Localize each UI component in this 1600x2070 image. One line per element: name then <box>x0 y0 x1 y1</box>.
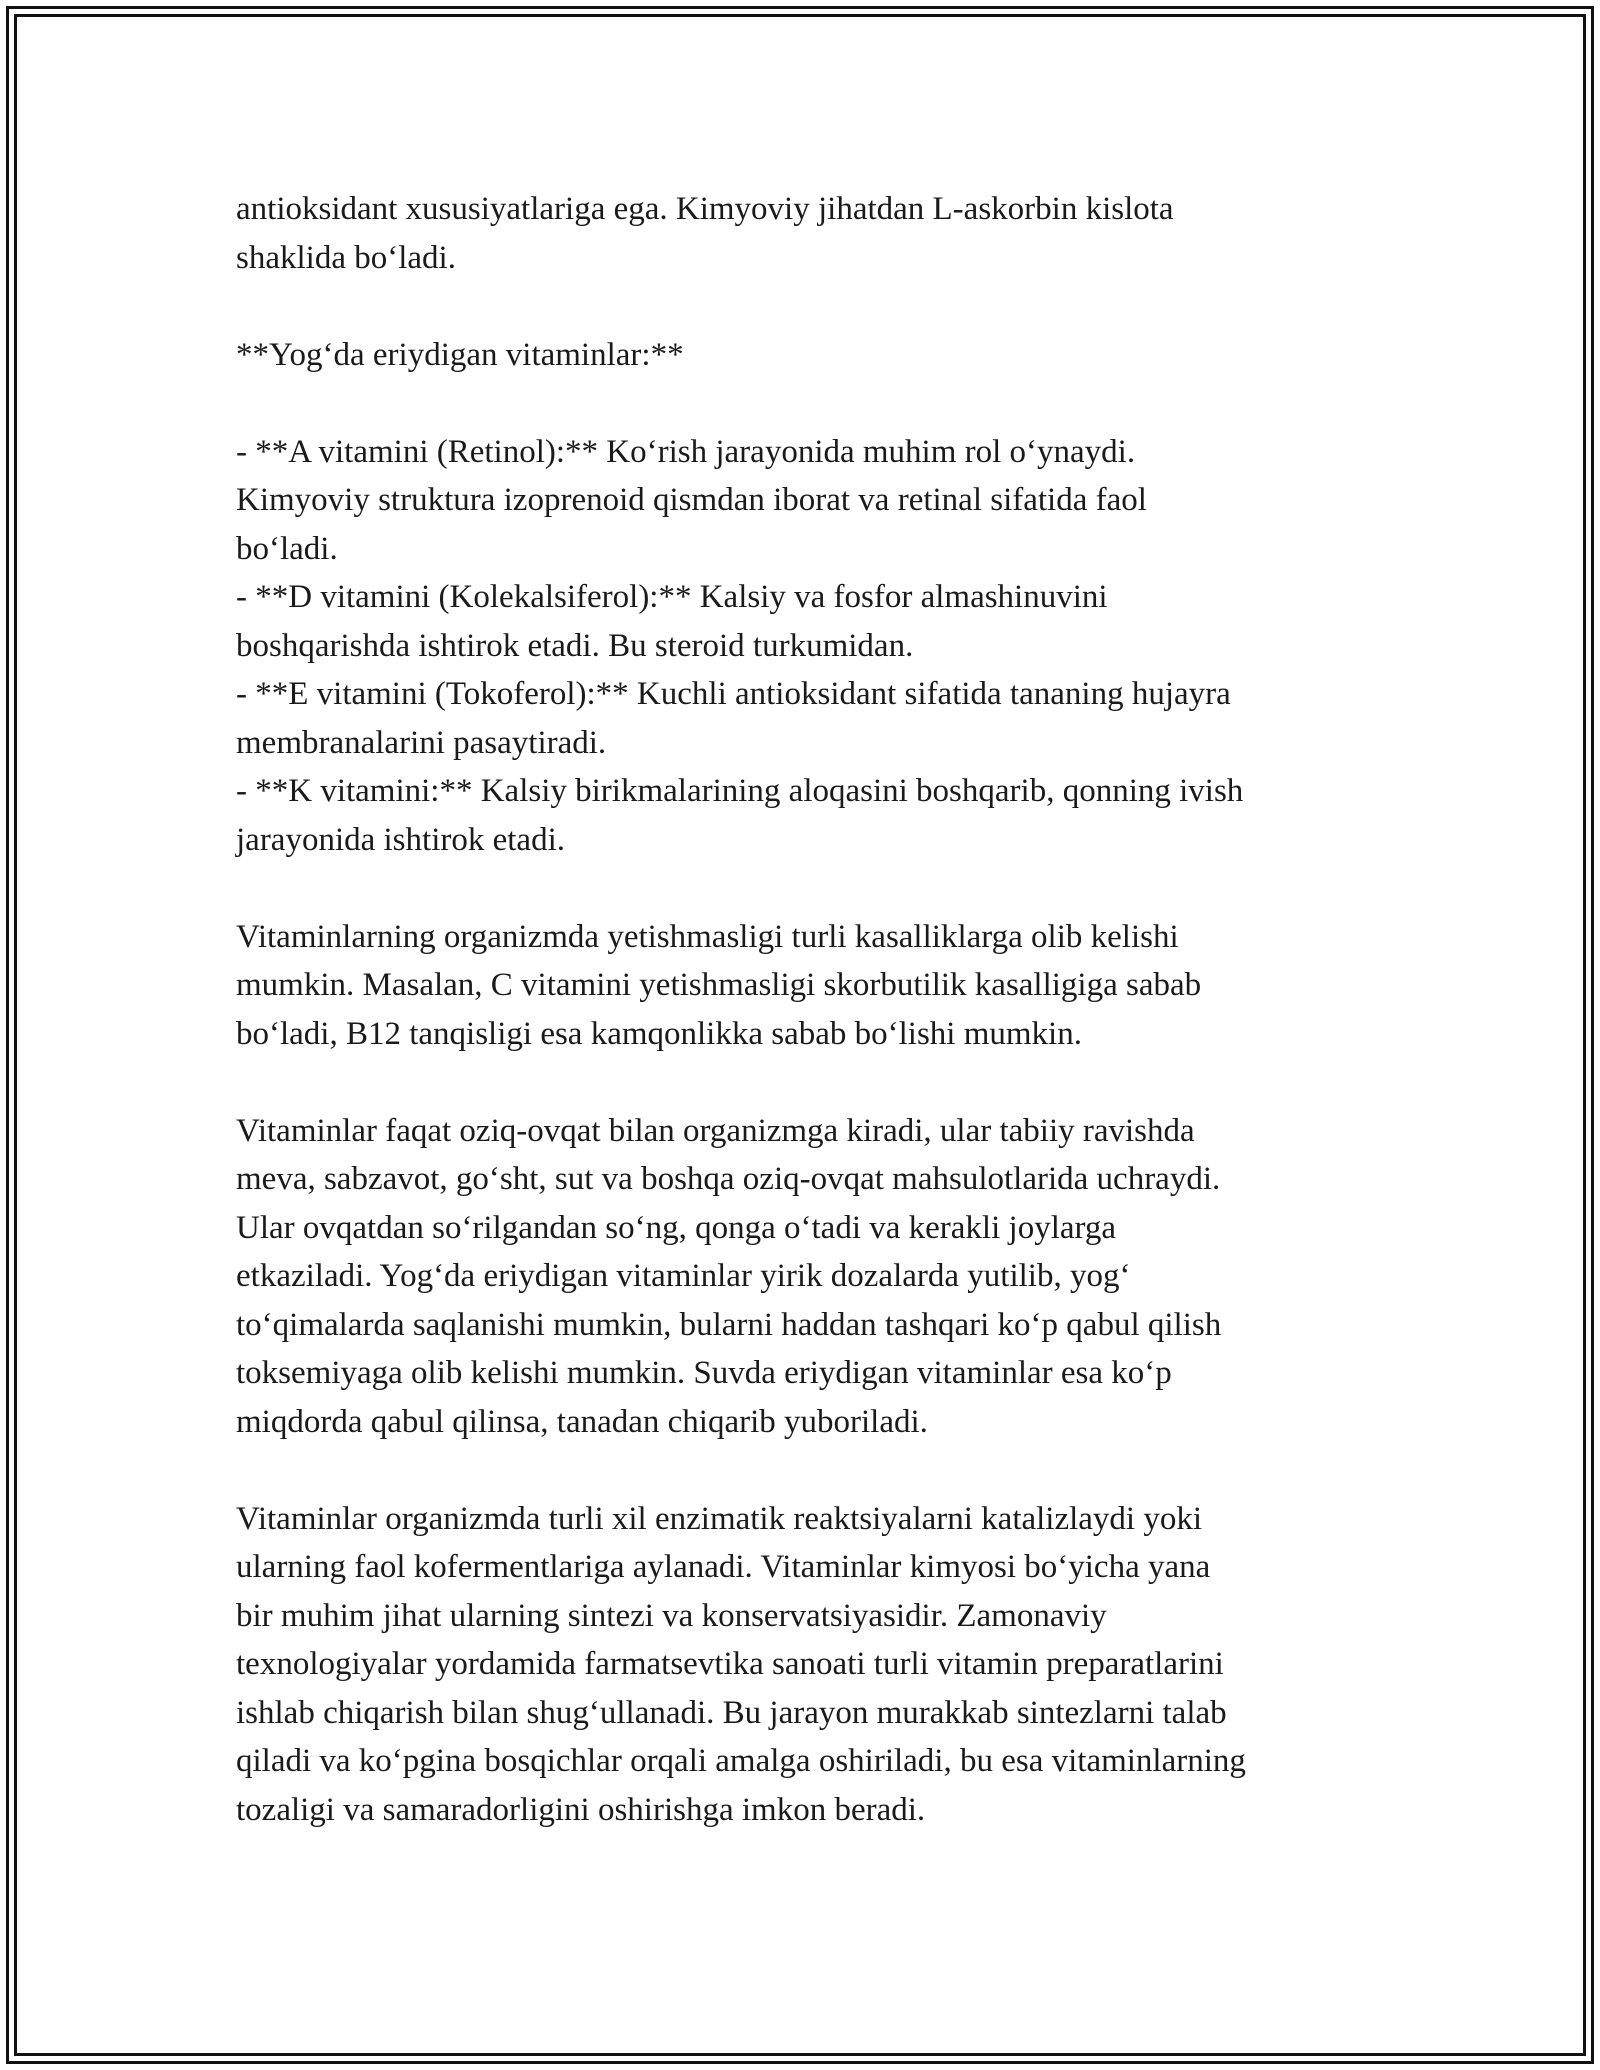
list-item-vitamin-d: - **D vitamini (Kolekalsiferol):** Kalsiy va fosfor almashinuvini <box>236 579 1108 615</box>
text-line: to‘qimalarda saqlanishi mumkin, bularni haddan tashqari ko‘p qabul qilish <box>236 1306 1222 1343</box>
text-line: tozaligi va samaradorligini oshirishga imkon beradi. <box>236 1791 926 1828</box>
list-item-vitamin-a: - **A vitamini (Retinol):** Ko‘rish jarayonida muhim rol o‘ynaydi. <box>236 433 1136 470</box>
fat-soluble-vitamin-list <box>236 428 1386 865</box>
text-line: miqdorda qabul qilinsa, tanadan chiqarib yuboriladi. <box>236 1403 928 1440</box>
text-line: bo‘ladi, B12 tanqisligi esa kamqonlikka sabab bo‘lishi mumkin. <box>236 1015 1082 1052</box>
text-line: bo‘ladi. <box>236 530 338 567</box>
text-line: Ular ovqatdan so‘rilgandan so‘ng, qonga o‘tadi va kerakli joylarga <box>236 1209 1117 1246</box>
list-item-vitamin-e: - **E vitamini (Tokoferol):** Kuchli antioksidant sifatida tananing hujayra <box>236 676 1231 712</box>
text-line: texnologiyalar yordamida farmatsevtika sanoati turli vitamin preparatlarini <box>236 1646 1224 1682</box>
text-line: ishlab chiqarish bilan shug‘ullanadi. Bu jarayon murakkab sintezlarni talab <box>236 1694 1227 1731</box>
paragraph-food-sources <box>236 1107 1386 1447</box>
text-line: bir muhim jihat ularning sintezi va konservatsiyasidir. Zamonaviy <box>236 1597 1107 1634</box>
text-line: Kimyoviy struktura izoprenoid qismdan iborat va retinal sifatida faol <box>236 482 1147 518</box>
text-line: etkaziladi. Yog‘da eriydigan vitaminlar yirik dozalarda yutilib, yog‘ <box>236 1258 1131 1294</box>
text-line: jarayonida ishtirok etadi. <box>236 821 565 858</box>
text-line: Vitaminlar organizmda turli xil enzimatik reaktsiyalarni katalizlaydi yoki <box>236 1500 1203 1537</box>
text-line: mumkin. Masalan, C vitamini yetishmasligi skorbutilik kasalligiga sabab <box>236 967 1202 1003</box>
text-line: qiladi va ko‘pgina bosqichlar orqali amalga oshiriladi, bu esa vitaminlarning <box>236 1743 1246 1779</box>
text-line: boshqarishda ishtirok etadi. Bu steroid turkumidan. <box>236 627 914 664</box>
document-body <box>236 185 1386 1883</box>
paragraph-deficiency <box>236 913 1386 1059</box>
section-heading-fat-soluble <box>236 331 1386 380</box>
text-line: membranalarini pasaytiradi. <box>236 724 607 761</box>
text-line: shaklida bo‘ladi. <box>236 239 456 276</box>
paragraph-vitamin-c-continuation <box>236 185 1386 282</box>
section-heading: **Yog‘da eriydigan vitaminlar:** <box>236 336 684 373</box>
text-line: meva, sabzavot, go‘sht, sut va boshqa oziq-ovqat mahsulotlarida uchraydi. <box>236 1161 1221 1197</box>
text-line: Vitaminlarning organizmda yetishmasligi turli kasalliklarga olib kelishi <box>236 918 1179 955</box>
paragraph-synthesis <box>236 1495 1386 1835</box>
text-line: ularning faol kofermentlariga aylanadi. Vitaminlar kimyosi bo‘yicha yana <box>236 1549 1211 1585</box>
text-line: Vitaminlar faqat oziq-ovqat bilan organizmga kiradi, ular tabiiy ravishda <box>236 1112 1195 1149</box>
list-item-vitamin-k: - **K vitamini:** Kalsiy birikmalarining aloqasini boshqarib, qonning ivish <box>236 773 1244 809</box>
text-line: antioksidant xususiyatlariga ega. Kimyoviy jihatdan L-askorbin kislota <box>236 191 1174 227</box>
text-line: toksemiyaga olib kelishi mumkin. Suvda eriydigan vitaminlar esa ko‘p <box>236 1355 1172 1391</box>
